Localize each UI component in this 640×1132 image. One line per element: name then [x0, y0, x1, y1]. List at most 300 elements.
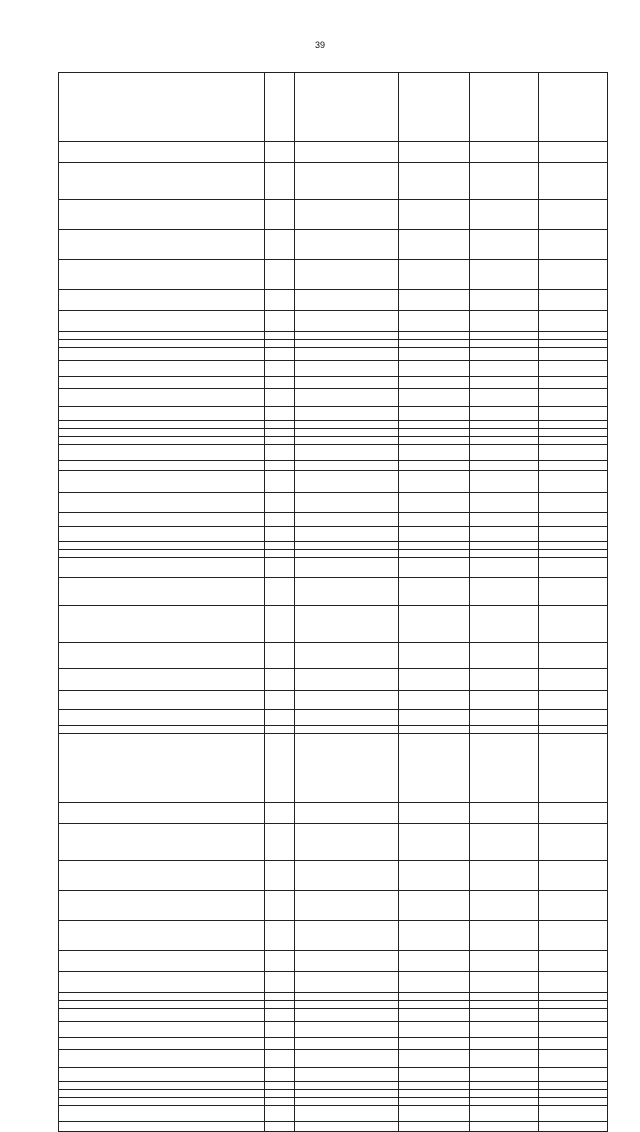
- budget-table-body: [59, 73, 608, 1132]
- cell-name: [59, 1009, 265, 1022]
- cell-code: [295, 437, 399, 445]
- cell-name: [59, 726, 265, 734]
- table-row: [59, 142, 608, 163]
- cell-code: [295, 361, 399, 377]
- cell-admin: [265, 1122, 295, 1132]
- cell-rest: [539, 1022, 608, 1038]
- cell-fact: [470, 389, 539, 407]
- table-row: [59, 1038, 608, 1050]
- table-row: [59, 1122, 608, 1132]
- table-row: [59, 513, 608, 527]
- cell-admin: [265, 260, 295, 290]
- cell-rest: [539, 710, 608, 726]
- table-row: [59, 1106, 608, 1122]
- cell-code: [295, 542, 399, 550]
- cell-admin: [265, 163, 295, 200]
- cell-plan: [399, 471, 470, 493]
- cell-code: [295, 578, 399, 606]
- cell-fact: [470, 73, 539, 142]
- cell-code: [295, 824, 399, 861]
- cell-plan: [399, 1001, 470, 1009]
- cell-name: [59, 73, 265, 142]
- table-row: [59, 824, 608, 861]
- cell-fact: [470, 1122, 539, 1132]
- table-row: [59, 542, 608, 550]
- cell-rest: [539, 993, 608, 1001]
- cell-name: [59, 558, 265, 578]
- cell-plan: [399, 461, 470, 471]
- cell-rest: [539, 606, 608, 643]
- cell-name: [59, 921, 265, 951]
- cell-admin: [265, 429, 295, 437]
- table-row: [59, 1022, 608, 1038]
- table-row: [59, 407, 608, 421]
- cell-admin: [265, 1106, 295, 1122]
- cell-admin: [265, 73, 295, 142]
- cell-fact: [470, 377, 539, 389]
- table-row: [59, 340, 608, 348]
- cell-plan: [399, 891, 470, 921]
- cell-code: [295, 461, 399, 471]
- cell-name: [59, 377, 265, 389]
- cell-code: [295, 669, 399, 691]
- cell-admin: [265, 972, 295, 993]
- table-row: [59, 348, 608, 361]
- cell-plan: [399, 421, 470, 429]
- cell-plan: [399, 558, 470, 578]
- cell-code: [295, 1038, 399, 1050]
- cell-admin: [265, 542, 295, 550]
- cell-rest: [539, 389, 608, 407]
- cell-code: [295, 493, 399, 513]
- cell-admin: [265, 361, 295, 377]
- cell-fact: [470, 578, 539, 606]
- cell-rest: [539, 260, 608, 290]
- cell-rest: [539, 163, 608, 200]
- table-row: [59, 200, 608, 230]
- cell-name: [59, 1038, 265, 1050]
- cell-admin: [265, 493, 295, 513]
- cell-fact: [470, 493, 539, 513]
- cell-code: [295, 993, 399, 1001]
- table-row: [59, 429, 608, 437]
- cell-name: [59, 1050, 265, 1068]
- cell-plan: [399, 606, 470, 643]
- cell-code: [295, 142, 399, 163]
- cell-plan: [399, 163, 470, 200]
- cell-rest: [539, 643, 608, 669]
- cell-name: [59, 993, 265, 1001]
- cell-rest: [539, 429, 608, 437]
- cell-code: [295, 734, 399, 803]
- cell-name: [59, 421, 265, 429]
- cell-rest: [539, 493, 608, 513]
- cell-code: [295, 1098, 399, 1106]
- cell-plan: [399, 1050, 470, 1068]
- cell-admin: [265, 421, 295, 429]
- budget-table: [58, 72, 608, 1132]
- cell-admin: [265, 726, 295, 734]
- cell-plan: [399, 1098, 470, 1106]
- cell-admin: [265, 734, 295, 803]
- table-row: [59, 993, 608, 1001]
- cell-rest: [539, 578, 608, 606]
- cell-name: [59, 578, 265, 606]
- cell-name: [59, 1090, 265, 1098]
- cell-fact: [470, 951, 539, 972]
- cell-rest: [539, 691, 608, 710]
- cell-admin: [265, 445, 295, 461]
- cell-admin: [265, 527, 295, 542]
- cell-fact: [470, 550, 539, 558]
- cell-plan: [399, 437, 470, 445]
- cell-name: [59, 445, 265, 461]
- cell-plan: [399, 734, 470, 803]
- cell-fact: [470, 1001, 539, 1009]
- cell-rest: [539, 1009, 608, 1022]
- cell-admin: [265, 951, 295, 972]
- cell-rest: [539, 803, 608, 824]
- table-row: [59, 921, 608, 951]
- table-row: [59, 578, 608, 606]
- cell-plan: [399, 710, 470, 726]
- cell-fact: [470, 891, 539, 921]
- cell-fact: [470, 361, 539, 377]
- cell-admin: [265, 1009, 295, 1022]
- table-row: [59, 803, 608, 824]
- cell-fact: [470, 558, 539, 578]
- cell-admin: [265, 461, 295, 471]
- cell-plan: [399, 1068, 470, 1082]
- cell-code: [295, 550, 399, 558]
- cell-code: [295, 311, 399, 332]
- cell-name: [59, 513, 265, 527]
- cell-rest: [539, 290, 608, 311]
- cell-plan: [399, 73, 470, 142]
- cell-plan: [399, 972, 470, 993]
- cell-plan: [399, 951, 470, 972]
- table-row: [59, 691, 608, 710]
- cell-fact: [470, 407, 539, 421]
- cell-admin: [265, 311, 295, 332]
- cell-code: [295, 1068, 399, 1082]
- cell-admin: [265, 290, 295, 311]
- table-row: [59, 1098, 608, 1106]
- cell-fact: [470, 437, 539, 445]
- cell-code: [295, 348, 399, 361]
- cell-fact: [470, 803, 539, 824]
- cell-admin: [265, 1082, 295, 1090]
- table-row: [59, 437, 608, 445]
- cell-code: [295, 421, 399, 429]
- cell-fact: [470, 1038, 539, 1050]
- cell-plan: [399, 332, 470, 340]
- cell-code: [295, 290, 399, 311]
- cell-rest: [539, 230, 608, 260]
- cell-plan: [399, 1106, 470, 1122]
- cell-rest: [539, 200, 608, 230]
- table-row: [59, 669, 608, 691]
- table-row: [59, 471, 608, 493]
- cell-fact: [470, 429, 539, 437]
- cell-rest: [539, 972, 608, 993]
- table-row: [59, 1082, 608, 1090]
- table-row: [59, 230, 608, 260]
- table-row: [59, 1001, 608, 1009]
- cell-admin: [265, 691, 295, 710]
- cell-plan: [399, 921, 470, 951]
- table-row: [59, 861, 608, 891]
- cell-admin: [265, 340, 295, 348]
- cell-code: [295, 1106, 399, 1122]
- cell-fact: [470, 445, 539, 461]
- cell-code: [295, 558, 399, 578]
- cell-plan: [399, 290, 470, 311]
- cell-plan: [399, 1122, 470, 1132]
- cell-admin: [265, 332, 295, 340]
- cell-admin: [265, 993, 295, 1001]
- cell-name: [59, 861, 265, 891]
- cell-code: [295, 891, 399, 921]
- cell-code: [295, 606, 399, 643]
- cell-code: [295, 527, 399, 542]
- cell-code: [295, 803, 399, 824]
- table-row: [59, 710, 608, 726]
- cell-plan: [399, 691, 470, 710]
- cell-rest: [539, 311, 608, 332]
- cell-fact: [470, 861, 539, 891]
- cell-plan: [399, 803, 470, 824]
- table-row: [59, 951, 608, 972]
- cell-name: [59, 340, 265, 348]
- cell-rest: [539, 361, 608, 377]
- cell-plan: [399, 389, 470, 407]
- table-row: [59, 891, 608, 921]
- cell-code: [295, 861, 399, 891]
- table-row: [59, 1090, 608, 1098]
- cell-rest: [539, 951, 608, 972]
- cell-fact: [470, 606, 539, 643]
- cell-rest: [539, 921, 608, 951]
- cell-plan: [399, 527, 470, 542]
- cell-rest: [539, 1090, 608, 1098]
- cell-name: [59, 429, 265, 437]
- cell-code: [295, 726, 399, 734]
- table-row: [59, 332, 608, 340]
- cell-plan: [399, 550, 470, 558]
- table-row: [59, 361, 608, 377]
- cell-rest: [539, 1122, 608, 1132]
- cell-fact: [470, 542, 539, 550]
- cell-plan: [399, 260, 470, 290]
- cell-admin: [265, 861, 295, 891]
- cell-fact: [470, 1106, 539, 1122]
- cell-rest: [539, 1106, 608, 1122]
- cell-plan: [399, 1090, 470, 1098]
- cell-name: [59, 803, 265, 824]
- cell-rest: [539, 437, 608, 445]
- cell-code: [295, 260, 399, 290]
- cell-plan: [399, 429, 470, 437]
- cell-rest: [539, 332, 608, 340]
- cell-code: [295, 332, 399, 340]
- cell-fact: [470, 1068, 539, 1082]
- cell-code: [295, 389, 399, 407]
- cell-admin: [265, 921, 295, 951]
- cell-code: [295, 407, 399, 421]
- cell-rest: [539, 445, 608, 461]
- table-row: [59, 389, 608, 407]
- cell-admin: [265, 389, 295, 407]
- cell-rest: [539, 340, 608, 348]
- cell-name: [59, 163, 265, 200]
- cell-name: [59, 824, 265, 861]
- cell-plan: [399, 407, 470, 421]
- cell-admin: [265, 891, 295, 921]
- cell-plan: [399, 361, 470, 377]
- cell-name: [59, 348, 265, 361]
- cell-fact: [470, 348, 539, 361]
- cell-plan: [399, 348, 470, 361]
- cell-rest: [539, 891, 608, 921]
- cell-plan: [399, 824, 470, 861]
- cell-rest: [539, 513, 608, 527]
- cell-plan: [399, 200, 470, 230]
- cell-name: [59, 1068, 265, 1082]
- cell-plan: [399, 578, 470, 606]
- cell-admin: [265, 550, 295, 558]
- cell-fact: [470, 260, 539, 290]
- cell-rest: [539, 542, 608, 550]
- table-row: [59, 558, 608, 578]
- table-row: [59, 1068, 608, 1082]
- cell-code: [295, 471, 399, 493]
- cell-name: [59, 1098, 265, 1106]
- cell-plan: [399, 513, 470, 527]
- cell-rest: [539, 142, 608, 163]
- cell-fact: [470, 142, 539, 163]
- cell-admin: [265, 824, 295, 861]
- table-row: [59, 163, 608, 200]
- cell-fact: [470, 726, 539, 734]
- cell-admin: [265, 803, 295, 824]
- cell-code: [295, 163, 399, 200]
- cell-name: [59, 493, 265, 513]
- cell-name: [59, 142, 265, 163]
- table-row: [59, 445, 608, 461]
- table-row: [59, 643, 608, 669]
- cell-rest: [539, 550, 608, 558]
- cell-rest: [539, 73, 608, 142]
- table-row: [59, 377, 608, 389]
- cell-plan: [399, 726, 470, 734]
- cell-name: [59, 606, 265, 643]
- cell-name: [59, 389, 265, 407]
- cell-code: [295, 921, 399, 951]
- cell-code: [295, 972, 399, 993]
- cell-name: [59, 437, 265, 445]
- cell-name: [59, 951, 265, 972]
- cell-admin: [265, 230, 295, 260]
- cell-fact: [470, 669, 539, 691]
- cell-admin: [265, 1068, 295, 1082]
- table-row: [59, 972, 608, 993]
- cell-fact: [470, 461, 539, 471]
- cell-plan: [399, 1022, 470, 1038]
- cell-name: [59, 972, 265, 993]
- cell-name: [59, 542, 265, 550]
- cell-rest: [539, 1050, 608, 1068]
- cell-admin: [265, 1038, 295, 1050]
- cell-name: [59, 407, 265, 421]
- cell-rest: [539, 377, 608, 389]
- cell-plan: [399, 377, 470, 389]
- cell-fact: [470, 163, 539, 200]
- cell-fact: [470, 421, 539, 429]
- cell-rest: [539, 824, 608, 861]
- cell-name: [59, 527, 265, 542]
- cell-admin: [265, 348, 295, 361]
- table-row: [59, 421, 608, 429]
- cell-plan: [399, 1082, 470, 1090]
- cell-code: [295, 1050, 399, 1068]
- cell-code: [295, 1022, 399, 1038]
- table-row: [59, 726, 608, 734]
- cell-rest: [539, 558, 608, 578]
- cell-name: [59, 734, 265, 803]
- cell-rest: [539, 1098, 608, 1106]
- cell-name: [59, 230, 265, 260]
- cell-name: [59, 471, 265, 493]
- cell-code: [295, 429, 399, 437]
- cell-name: [59, 1106, 265, 1122]
- cell-plan: [399, 1038, 470, 1050]
- table-row: [59, 73, 608, 142]
- cell-code: [295, 513, 399, 527]
- cell-rest: [539, 471, 608, 493]
- cell-rest: [539, 1082, 608, 1090]
- cell-rest: [539, 407, 608, 421]
- cell-name: [59, 311, 265, 332]
- page-number: 39: [314, 40, 325, 50]
- cell-admin: [265, 1090, 295, 1098]
- table-row: [59, 290, 608, 311]
- cell-fact: [470, 311, 539, 332]
- cell-admin: [265, 1001, 295, 1009]
- cell-plan: [399, 493, 470, 513]
- cell-name: [59, 1082, 265, 1090]
- cell-code: [295, 1009, 399, 1022]
- cell-name: [59, 461, 265, 471]
- cell-fact: [470, 1098, 539, 1106]
- cell-admin: [265, 200, 295, 230]
- cell-admin: [265, 606, 295, 643]
- cell-plan: [399, 643, 470, 669]
- cell-plan: [399, 861, 470, 891]
- cell-code: [295, 377, 399, 389]
- cell-rest: [539, 527, 608, 542]
- cell-fact: [470, 734, 539, 803]
- cell-admin: [265, 710, 295, 726]
- cell-plan: [399, 669, 470, 691]
- table-row: [59, 734, 608, 803]
- cell-name: [59, 550, 265, 558]
- cell-rest: [539, 861, 608, 891]
- cell-code: [295, 230, 399, 260]
- cell-name: [59, 891, 265, 921]
- cell-plan: [399, 230, 470, 260]
- cell-code: [295, 73, 399, 142]
